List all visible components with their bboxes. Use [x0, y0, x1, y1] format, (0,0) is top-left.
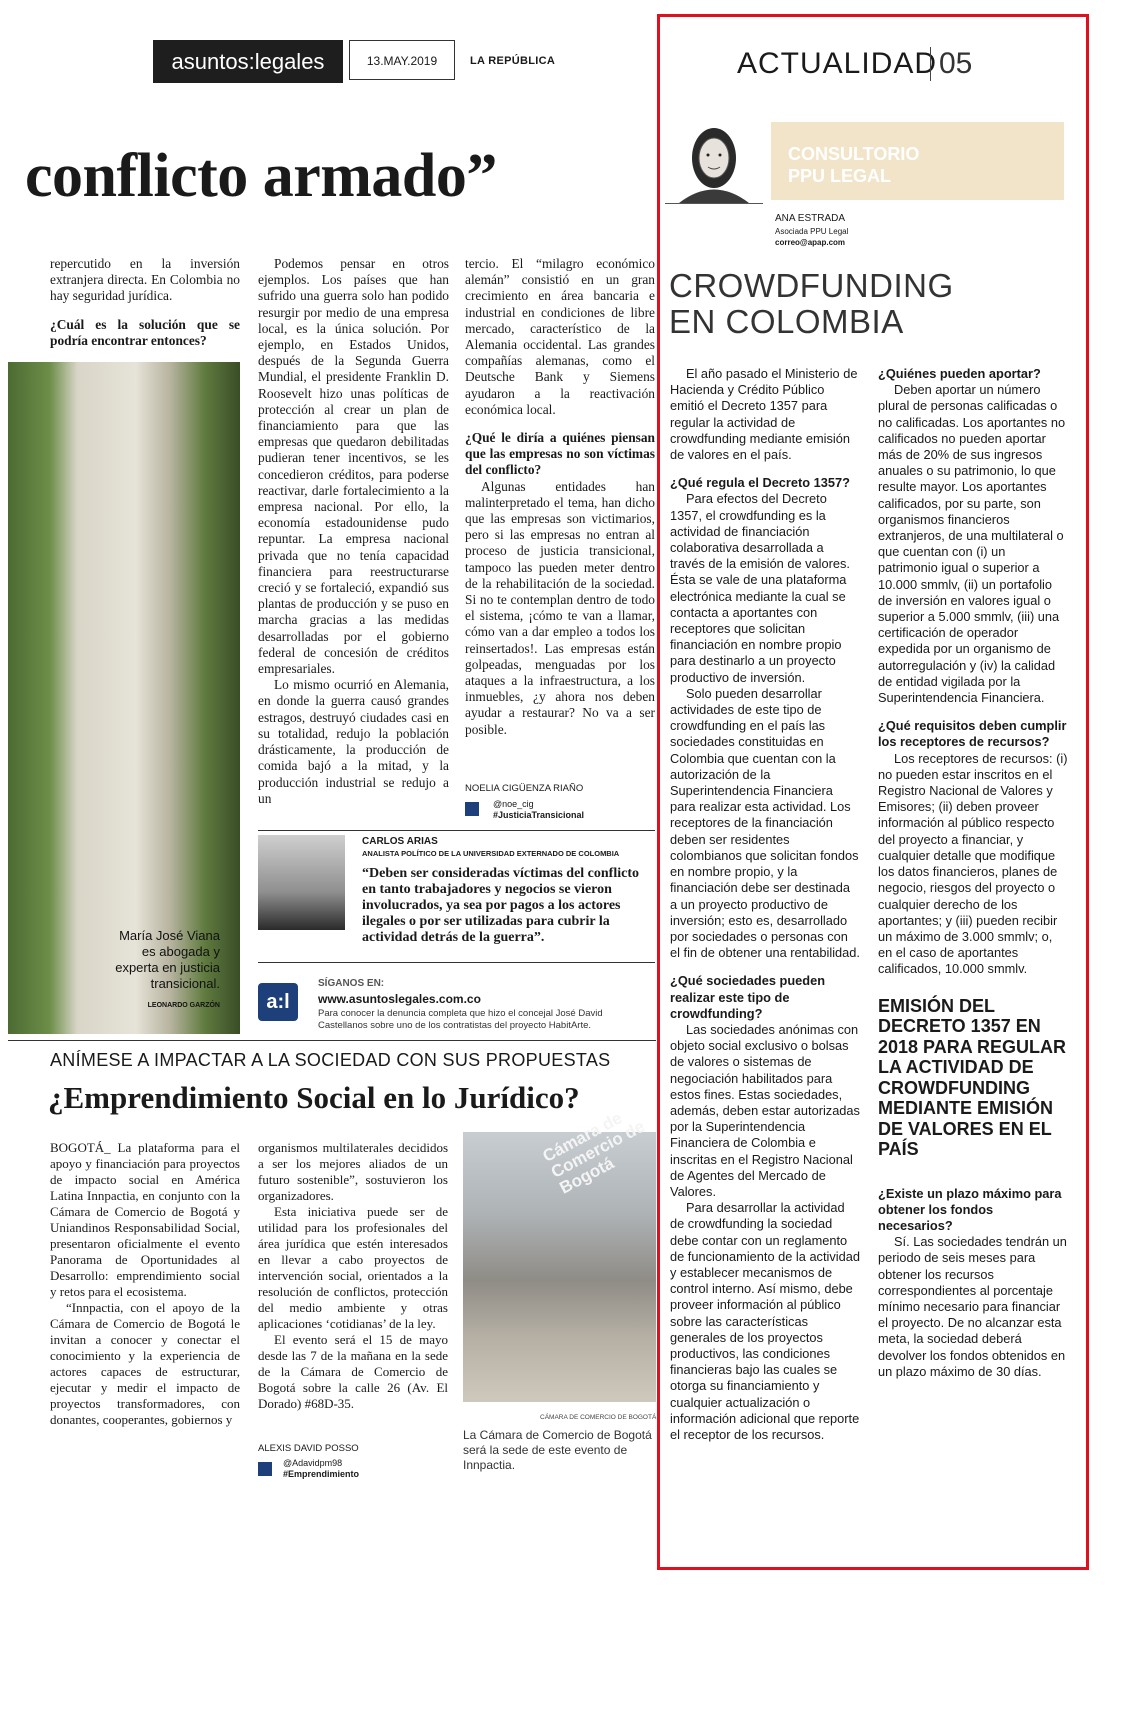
paragraph: tercio. El “milagro económico alemán” consistió en un gran crecimiento en área bancaria e industrial en condiciones de libre mercado, característico de la Alemania occidental. Las grandes compañías alemanas, como el Deutsche Bank y Siemens ayudaron a la reactivación económica local.: [465, 256, 655, 417]
paragraph: “Innpactia, con el apoyo de la Cámara de Comercio de Bogotá le invitan a conocer y conectar el conocimiento y la experiencia de actores capaces de estructurar, ejecutar y medir el impacto de proyectos transformadores, con donantes, cooperantes, gobiernos y: [50, 1300, 240, 1427]
author-portrait: [258, 835, 345, 930]
pull-quote: EMISIÓN DEL DECRETO 1357 EN 2018 PARA REGULAR LA ACTIVIDAD DE CROWDFUNDING MEDIANTE EMISIÓN DE VALORES EN EL PAÍS: [878, 995, 1067, 1160]
question: ¿Cuál es la solución que se podría encontrar entonces?: [50, 316, 240, 348]
paragraph: Sí. Las sociedades tendrán un periodo de seis meses para obtener los recursos correspondientes al porcentaje mínimo necesario para financiar el proyecto. De no alcanzar esta meta, la sociedad deberá devolver los fondos obtenidos en un plazo máximo de 30 días.: [878, 1234, 1067, 1379]
story2-kicker: ANÍMESE A IMPACTAR A LA SOCIEDAD CON SUS PROPUESTAS: [50, 1050, 611, 1070]
story2-social: [283, 1458, 359, 1480]
column-banner-title: CONSULTORIO PPU LEGAL: [788, 144, 920, 186]
paragraph: Para efectos del Decreto 1357, el crowdfunding es la actividad de financiación colaborativa desarrollada a través de la emisión de valores. Ésta se vale de una plataforma electrónica mediante la cual se contacta a aportantes con receptores que solicitan financiación en nombre propio para destinarlo a un proyecto productivo de inversión.: [670, 491, 850, 685]
quote-author-role: ANALISTA POLÍTICO DE LA UNIVERSIDAD EXTERNADO DE COLOMBIA: [362, 849, 620, 858]
photo-credit: CÁMARA DE COMERCIO DE BOGOTÁ: [540, 1414, 657, 1421]
question: ¿Quiénes pueden aportar?: [878, 366, 1041, 381]
photo-caption: [108, 928, 220, 1014]
author-name: ANA ESTRADA: [775, 213, 846, 224]
story2-column-2: [258, 1140, 448, 1412]
section-title: ACTUALIDAD: [737, 47, 938, 80]
crowdfunding-column-2: [878, 366, 1068, 1380]
site-logo-icon: a:l: [258, 983, 298, 1021]
article-title-line-2: EN COLOMBIA: [669, 303, 904, 340]
crowdfunding-column-1: [670, 366, 860, 1443]
article-column-3: [465, 256, 655, 738]
paragraph: Los receptores de recursos: (i) no pueden estar inscritos en el Registro Nacional de Valores y Emisores; (ii) deben proveer información al público respecto del proyecto a financiar, y cualquier detalle que modifique los datos financieros, planes de negocio, riesgos del proyecto o cualquier derecho de los aportantes; y (iii) pueden recibir un máximo de 3.000 smmlv; o, en el caso de aportantes calificados, 10.000 smmlv.: [878, 750, 1068, 977]
paragraph: Esta iniciativa puede ser de utilidad para los profesionales del área jurídica que estén interesados en llevar a cabo proyectos de intervención social, orientados a la resolución de conflictos, protección del medio ambiente y otras aplicaciones ‘cotidianas’ de la ley.: [258, 1204, 448, 1331]
paragraph: Deben aportar un número plural de personas calificadas o no calificadas. Los aportantes no calificados no pueden aportar más de 20% de sus ingresos anuales o su patrimonio, lo que resulte mayor. Los aportantes calificados, por su parte, son organismos financieros extranjeros, de una multilateral o que cuentan con (i) un patrimonio igual o superior a 10.000 smmlv, (ii) un portafolio de inversión en valores igual o superior a 5.000 smmlv, (iii) una certificación de operador expedida por un organismo de autorregulación y (iv) la calidad de entidad vigilada por la Superintendencia Financiera.: [878, 382, 1066, 706]
question: ¿Existe un plazo máximo para obtener los fondos necesarios?: [878, 1185, 1062, 1233]
byline: NOELIA CIGÜENZA RIAÑO: [465, 783, 584, 794]
paragraph: Las sociedades anónimas con objeto social exclusivo o bolsas de valores o sistemas de negociación habilitados para estos fines. Estas sociedades, además, deben estar autorizadas por la Superintendencia Financiera de Colombia e inscritas en el Registro Nacional de Agentes del Mercado de Valores.: [670, 1021, 860, 1199]
article-column-2: [258, 256, 449, 807]
paragraph: Podemos pensar en otros ejemplos. Los países que han sufrido una guerra solo han podido resurgir por medio de una empresa local, es la única solución. Por ejemplo, en Estados Unidos, después de la Segunda Guerra Mundial, el presidente Franklin D. Roosevelt hizo unas políticas de protección al crear un plan de financiamiento para que las empresas que quedaron debilitadas pudieran tener incentivos, se les concedieron créditos, para poderse reactivar, darle fortalecimiento a la empresa nacional. Por ello, la economía estadounidense pudo repuntar. La empresa nacional privada que no tenía capacidad financiera para reestructurarse creció y se fortaleció, expandió sus plantas de producción y se puso en marcha gracias a las medidas desarrolladas por el gobierno federal de concesión de créditos empresariales.: [258, 256, 449, 677]
paragraph: organismos multilaterales decididos a ser los mejores aliados de un futuro sostenible”, sostuvieron los organizadores.: [258, 1140, 448, 1203]
article-title: [669, 268, 954, 340]
question: ¿Qué le diría a quiénes piensan que las empresas no son víctimas del conflicto?: [465, 430, 655, 478]
author-handle: @noe_cig: [493, 799, 534, 809]
paragraph: El año pasado el Ministerio de Hacienda y Crédito Público emitió el Decreto 1357 para regular la actividad de crowdfunding mediante emisión de valores en el país.: [670, 366, 858, 463]
page-number: 05: [930, 47, 972, 81]
paragraph: El evento será el 15 de mayo desde las 7 de la mañana en la sede de la Cámara de Comercio de Bogotá sobre la calle 26 (Av. El Dorado) #68D-35.: [258, 1332, 448, 1411]
photo-credit: LEONARDO GARZÓN: [147, 1002, 220, 1009]
author-role: Asociada PPU Legal: [775, 227, 849, 236]
newspaper-name: LA REPÚBLICA: [470, 55, 556, 67]
paragraph: BOGOTÁ_ La plataforma para el apoyo y financiación para proyectos de impacto social en América Latina Innpactia, en conjunto con la Cámara de Comercio de Bogotá y Uniandinos Responsabilidad Social, presentaron oficialmente el evento Panorama de Oportunidades al Desarrollo: emprendimiento social y retos para el ecosistema.: [50, 1140, 240, 1299]
photo-caption: La Cámara de Comercio de Bogotá será la sede de este evento de Innpactia.: [463, 1428, 652, 1472]
question: ¿Qué regula el Decreto 1357?: [670, 475, 850, 491]
follow-title: SÍGANOS EN:: [318, 978, 385, 989]
author-email: correo@apap.com: [775, 238, 846, 247]
pull-quote: “Deben ser consideradas víctimas del conflicto en tanto trabajadores y negocios se vieron involucrados, ya sea por pagos a los actores ilegales o por ser utilizadas para cubrir la actividad detrás de la guerra”.: [362, 866, 639, 945]
story2-byline: ALEXIS DAVID POSSO: [258, 1443, 359, 1454]
author-social: [493, 799, 584, 821]
article-column-1: [50, 256, 240, 349]
section-logo: asuntos:legales: [153, 40, 343, 83]
quote-author: CARLOS ARIAS: [362, 836, 438, 847]
paragraph: Lo mismo ocurrió en Alemania, en donde la guerra causó grandes estragos, destruyó ciudades casi en su totalidad, redujo la población drásticamente, la producción de comida bajó a la mitad, y la producción industrial se redujo a un: [258, 677, 449, 806]
paragraph: Solo pueden desarrollar actividades de este tipo de crowdfunding en el país las sociedades constituidas en Colombia que cuentan con la autorización de la Superintendencia Financiera para realizar esta actividad. Los receptores de la financiación deben ser residentes colombianos que solicitan fondos en nombre propio, y la financiación debe ser destinada a un proyecto productivo de inversión; esto es, desarrollado por sociedades o personas con el fin de obtener una rentabilidad.: [670, 685, 860, 961]
follow-text: Para conocer la denuncia completa que hizo el concejal José David Castellanos sobre uno de los contratistas del proyecto HabitArte.: [318, 1008, 603, 1031]
question: ¿Qué sociedades pueden realizar este tipo de crowdfunding?: [670, 973, 826, 1021]
article-title-line-1: CROWDFUNDING: [669, 267, 954, 304]
follow-link[interactable]: www.asuntoslegales.com.co: [318, 992, 481, 1006]
paragraph: repercutido en la inversión extranjera directa. En Colombia no hay seguridad jurídica.: [50, 256, 240, 304]
author-hashtag: #JusticiaTransicional: [493, 810, 585, 820]
author-hashtag: #Emprendimiento: [283, 1469, 360, 1479]
main-headline: conflicto armado”: [25, 142, 497, 210]
social-icon: [258, 1462, 272, 1476]
chamber-sign: Cámara de Comercio de Bogotá: [539, 1108, 648, 1198]
paragraph: Para desarrollar la actividad de crowdfunding la sociedad debe contar con un reglamento de funcionamiento de la actividad y establecer mecanismos de control interno. Así mismo, debe proveer información al público sobre las características generales de los proyectos productivos, las condiciones financieras bajo las cuales se otorga su financiamiento y cualquier actualización o información adicional que reporte el receptor de los recursos.: [670, 1200, 860, 1442]
story2-column-1: [50, 1140, 240, 1428]
story2-headline: ¿Emprendimiento Social en lo Jurídico?: [48, 1080, 580, 1115]
author-portrait: [665, 118, 763, 204]
question: ¿Qué requisitos deben cumplir los receptores de recursos?: [878, 718, 1067, 750]
author-handle: @Adavidpm98: [283, 1458, 343, 1468]
issue-date: 13.MAY.2019: [349, 40, 455, 80]
photo-caption-text: María José Viana es abogada y experta en justicia transicional.: [115, 928, 220, 991]
paragraph: Algunas entidades han malinterpretado el tema, han dicho que las empresas son victimarios, pero si las empresas no entran al proceso de justicia transicional, tampoco las pueden meter dentro de la rehabilitación de la sociedad. Si no te contemplan dentro de todo el sistema, ¡cómo te van a llamar, cómo van a dar empleo a todos los reinsertados!. Las empresas están golpeadas, menguadas por los ataques a la infraestructura, a los inmuebles, ¿y ahora nos deben ayudar a restaurar? No va a ser posible.: [465, 478, 655, 737]
social-icon: [465, 802, 479, 816]
